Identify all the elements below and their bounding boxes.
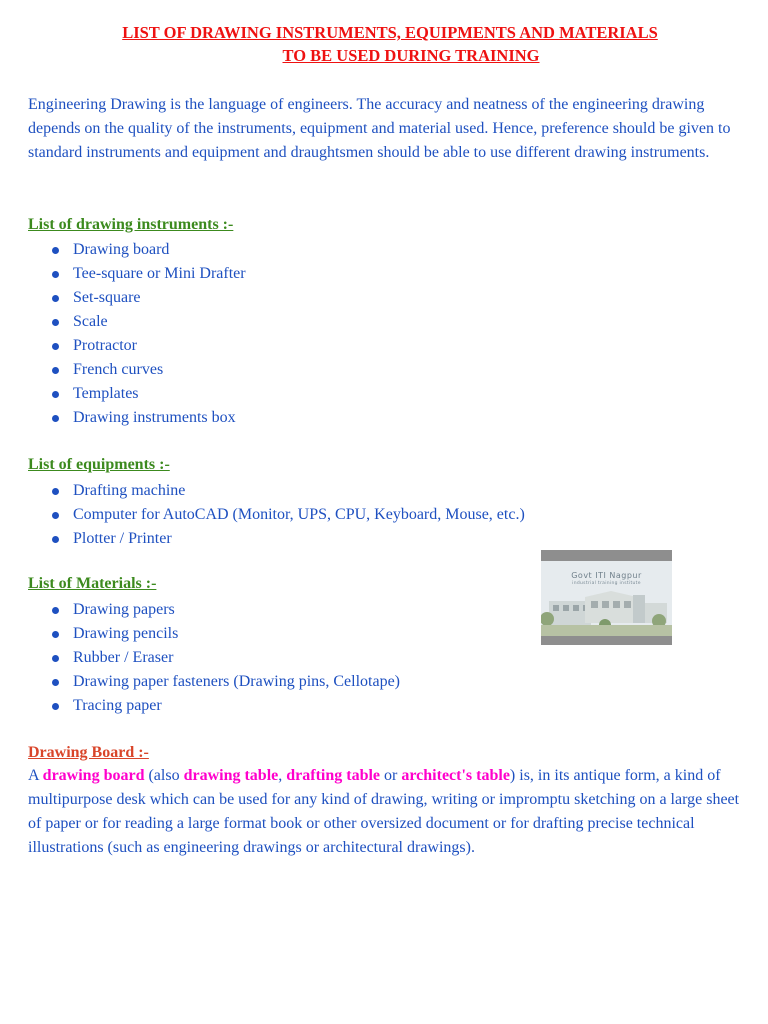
highlighted-term-architects-table: architect's table [401, 767, 510, 784]
list-item-label: French curves [73, 361, 164, 378]
list-item [0, 527, 525, 551]
building-photo-image [541, 561, 672, 636]
drawing-board-paragraph [28, 764, 744, 860]
bullet-icon [52, 655, 59, 662]
materials-heading: List of Materials :- [28, 575, 157, 592]
instruments-list [0, 238, 246, 430]
paragraph-text: or [380, 767, 402, 784]
list-item [0, 598, 400, 622]
drawing-board-heading: Drawing Board :- [28, 744, 149, 761]
list-item [0, 334, 246, 358]
instruments-heading: List of drawing instruments :- [28, 216, 234, 233]
equipments-heading: List of equipments :- [28, 456, 170, 473]
list-item-label: Drawing pencils [73, 625, 179, 642]
list-item-label: Drafting machine [73, 482, 186, 499]
list-item [0, 382, 246, 406]
list-item-label: Tracing paper [73, 697, 162, 714]
bullet-icon [52, 367, 59, 374]
photo-caption-line-2: industrial training institute [572, 581, 641, 586]
list-item [0, 479, 525, 503]
list-item [0, 286, 246, 310]
list-item-label: Scale [73, 313, 108, 330]
list-item-label: Drawing instruments box [73, 409, 236, 426]
paragraph-text: ) is, in its antique form, a kind of multipurpose desk which can be used for any kind of drawing, writing or impromptu sketching on a large sheet of paper or for reading a large format book or other oversized document or for drafting precise technical illustrations (such as engineering drawings or architectural drawings). [28, 767, 740, 856]
list-item-label: Tee-square or Mini Drafter [73, 265, 246, 282]
bullet-icon [52, 247, 59, 254]
photo-caption [541, 572, 672, 588]
bullet-icon [52, 295, 59, 302]
materials-list [0, 598, 400, 718]
highlighted-term-drafting-table: drafting table [286, 767, 381, 784]
list-item-label: Set-square [73, 289, 141, 306]
bullet-icon [52, 631, 59, 638]
list-item-label: Rubber / Eraser [73, 649, 174, 666]
list-item-label: Protractor [73, 337, 137, 354]
bullet-icon [52, 679, 59, 686]
bullet-icon [52, 488, 59, 495]
bullet-icon [52, 607, 59, 614]
paragraph-text: , [278, 767, 287, 784]
list-item [0, 503, 525, 527]
list-item-label: Drawing board [73, 241, 170, 258]
document-title-line-2: TO BE USED DURING TRAINING [282, 46, 540, 65]
list-item [0, 646, 400, 670]
list-item-label: Computer for AutoCAD (Monitor, UPS, CPU, Keyboard, Mouse, etc.) [73, 506, 525, 523]
intro-paragraph: Engineering Drawing is the language of engineers. The accuracy and neatness of the engineering drawing depends on the quality of the instruments, equipment and material used. Hence, preference should be given to standard instruments and equipment and draughtsmen should be able to use different drawing instruments. [28, 96, 731, 161]
list-item-label: Plotter / Printer [73, 530, 172, 547]
document-title-line-1: LIST OF DRAWING INSTRUMENTS, EQUIPMENTS AND MATERIALS [122, 23, 658, 42]
list-item [0, 622, 400, 646]
list-item-label: Templates [73, 385, 139, 402]
bullet-icon [52, 703, 59, 710]
list-item-label: Drawing papers [73, 601, 175, 618]
paragraph-text: A [28, 767, 43, 784]
building-photo [541, 550, 672, 645]
list-item [0, 406, 246, 430]
list-item [0, 238, 246, 262]
list-item [0, 310, 246, 334]
list-item [0, 670, 400, 694]
bullet-icon [52, 391, 59, 398]
equipments-list [0, 479, 525, 551]
bullet-icon [52, 319, 59, 326]
list-item-label: Drawing paper fasteners (Drawing pins, Cellotape) [73, 673, 400, 690]
bullet-icon [52, 271, 59, 278]
bullet-icon [52, 343, 59, 350]
list-item [0, 262, 246, 286]
photo-caption-line-1: Govt ITI Nagpur [571, 571, 642, 580]
list-item [0, 358, 246, 382]
highlighted-term-drawing-board: drawing board [42, 767, 145, 784]
bullet-icon [52, 415, 59, 422]
bullet-icon [52, 512, 59, 519]
highlighted-term-drawing-table: drawing table [183, 767, 279, 784]
paragraph-text: (also [144, 767, 184, 784]
bullet-icon [52, 536, 59, 543]
list-item [0, 694, 400, 718]
